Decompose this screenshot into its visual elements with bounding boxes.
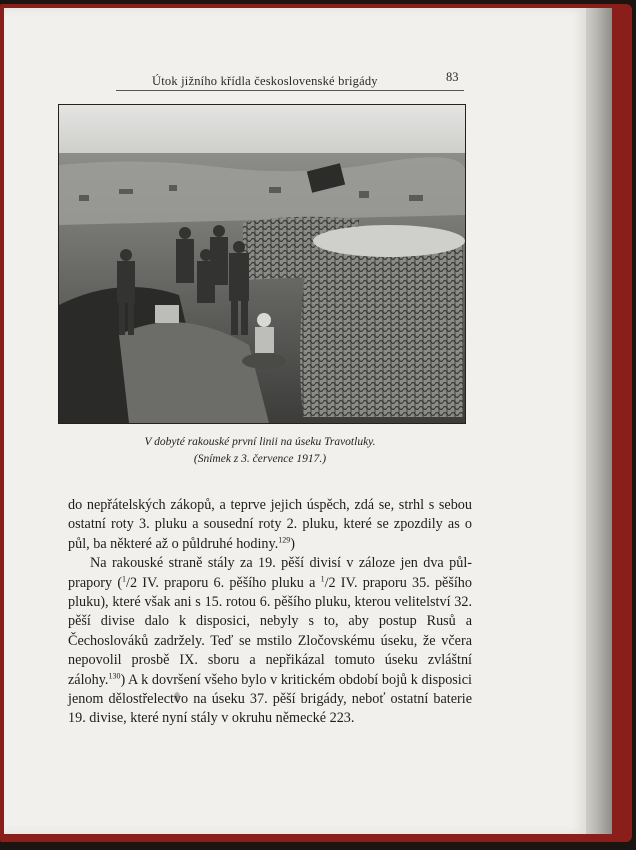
photo-illustration	[59, 105, 465, 423]
running-header: Útok jižního křídla československé brigády	[152, 74, 378, 88]
book-page	[4, 8, 586, 834]
photo-caption: V dobyté rakouské první linii na úseku Travotluky.	[144, 436, 376, 448]
gabion-top	[313, 225, 465, 257]
footnote-ref-129: 129	[278, 535, 291, 545]
paragraph-1: do nepřátelských zákopů, a teprve jejich úspěch, zdá se, strhl s sebou ostatní roty 3. pluku a sousední roty 2. pluku, které se zpozdily as o půl, ba některé až o půldruhé hodiny.$^{129}$)	[68, 497, 472, 552]
ink-smudge	[174, 692, 180, 702]
page-number: 83	[446, 70, 459, 84]
paragraph-2: Na rakouské straně stály za 19. pěší divisí v záloze jen dva půl-prapory ($^1$/2 IV. praporu 6. pěšího pluku a $^1$/2 IV. praporu 35. pěšího pluku), které však ani s 15. rotou 6. pěšího pluku, kterou velitelství 32. pěší divise dalo k disposici, nebyly s to, aby postup Rusů a Čechoslováků zadržely. Teď se mstilo Zločovskému úseku, že včera nepovolil prosbě IX. sboru a nepřikázal tomuto úseku zvláštní zálohy.$^{130}$) A k dovršení všeho bylo v kritickém období bojů k disposici jenom dělostřelectvo na úseku 37. pěší brigády, neboť ostatní baterie 19. divise, které nyní stály v okruhu německé 223.	[68, 555, 472, 727]
wicker-gabion	[300, 232, 463, 417]
header-rule	[116, 90, 464, 91]
trench-photograph	[58, 104, 466, 424]
footnote-ref-130: 130	[108, 670, 121, 680]
machine-gun	[155, 305, 179, 323]
photo-caption-date: (Snímek z 3. července 1917.)	[193, 453, 327, 465]
body-text	[68, 496, 472, 729]
